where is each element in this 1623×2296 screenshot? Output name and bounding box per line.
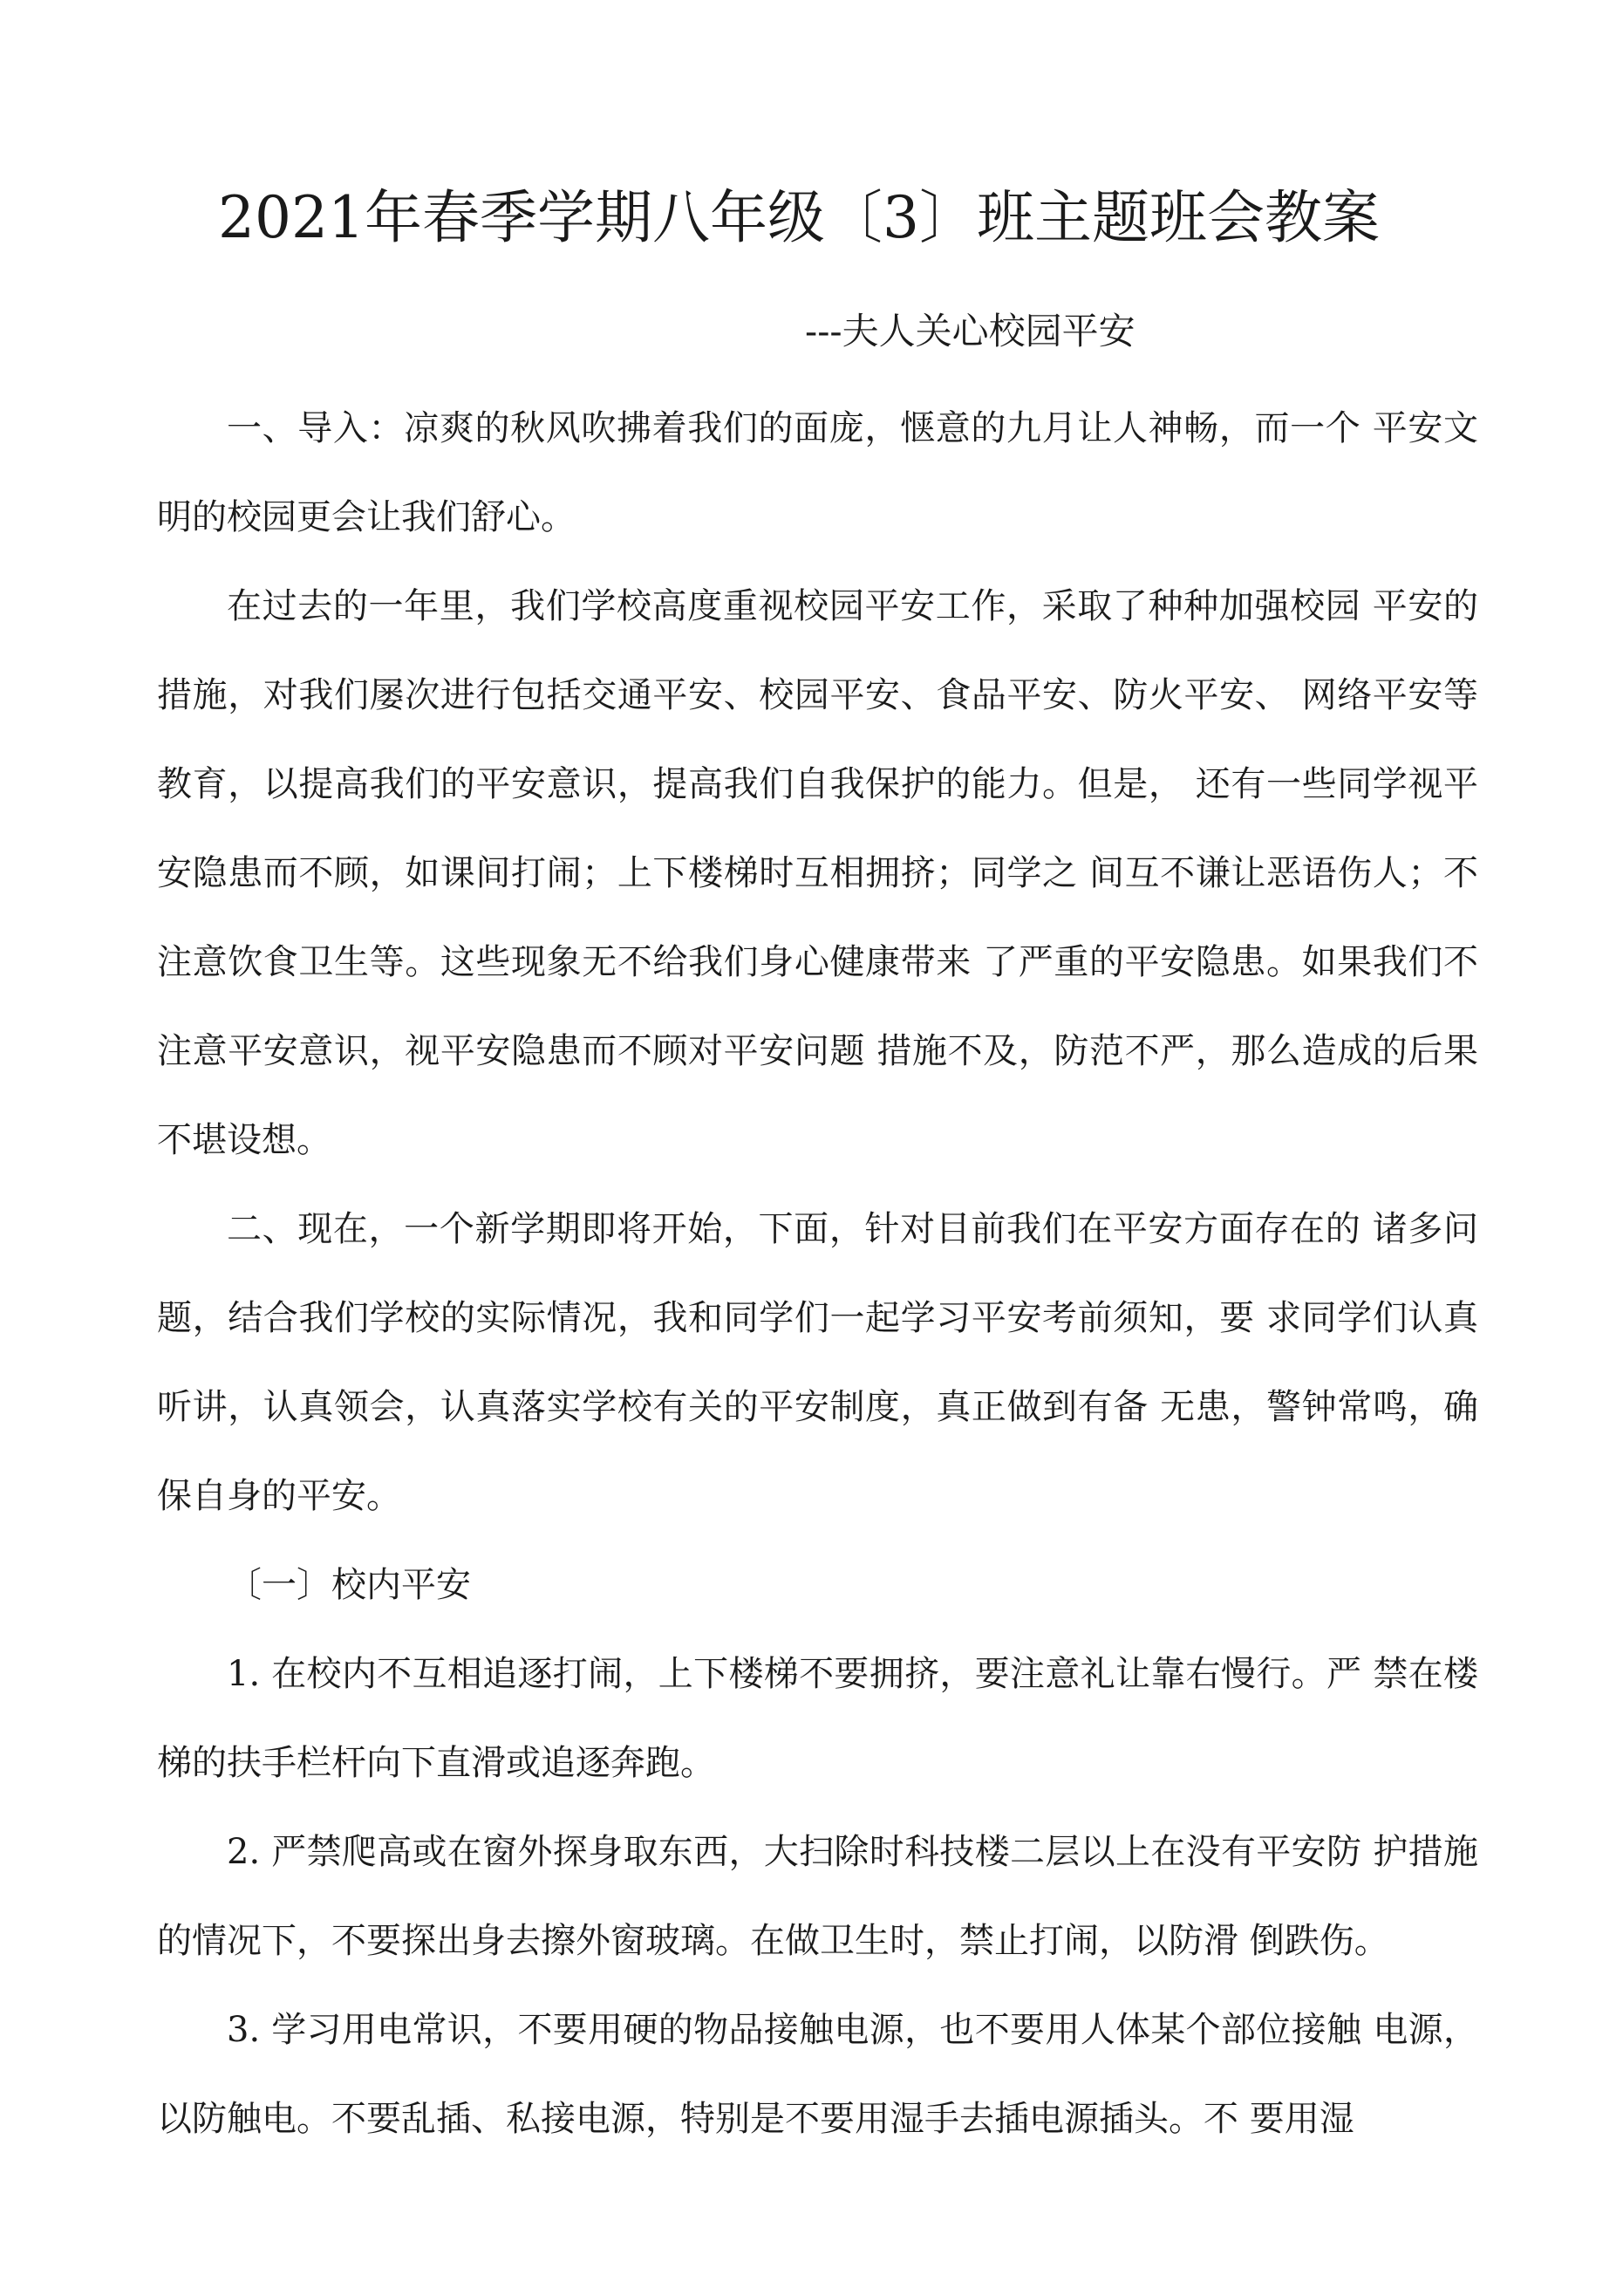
section-heading-campus-safety: 〔一〕校内平安 (227, 1565, 471, 1605)
document-body (157, 384, 1478, 2163)
paragraph-section-two: 二、现在，一个新学期即将开始，下面，针对目前我们在平安方面存在的 诸多问题，结合我们学校的实际情况，我和同学们一起学习平安考前须知，要 求同学们认真听讲，认真领会，认真落实学校有关的平安制度，真正做到有备 无患，警钟常鸣，确保自身的平安。 (157, 1209, 1478, 1516)
document-title: 2021年春季学期八年级〔3〕班主题班会教案 (218, 184, 1380, 251)
paragraph-intro: 一、导入：凉爽的秋风吹拂着我们的面庞，惬意的九月让人神畅，而一个 平安文明的校园更会让我们舒心。 (157, 408, 1478, 537)
paragraph-rule-3: 3. 学习用电常识，不要用硬的物品接触电源，也不要用人体某个部位接触 电源，以防触电。不要乱插、私接电源，特别是不要用湿手去插电源插头。不 要用湿 (157, 2010, 1478, 2139)
document-subtitle: ---夫人关心校园平安 (805, 310, 1135, 352)
paragraph-rule-2: 2. 严禁爬高或在窗外探身取东西，大扫除时科技楼二层以上在没有平安防 护措施的情况下，不要探出身去擦外窗玻璃。在做卫生时，禁止打闹，以防滑 倒跌伤。 (157, 1832, 1478, 1961)
paragraph-rule-1: 1. 在校内不互相追逐打闹，上下楼梯不要拥挤，要注意礼让靠右慢行。严 禁在楼梯的扶手栏杆向下直滑或追逐奔跑。 (157, 1654, 1478, 1783)
paragraph-background: 在过去的一年里，我们学校高度重视校园平安工作，采取了种种加强校园 平安的措施，对我们屡次进行包括交通平安、校园平安、食品平安、防火平安、 网络平安等教育，以提高我们的平安意识，提高我们自我保护的能力。但是， 还有一些同学视平安隐患而不顾，如课间打闹；上下楼梯时互相拥挤；同学之 间互不谦让恶语伤人；不注意饮食卫生等。这些现象无不给我们身心健康带来 了严重的平安隐患。如果我们不注意平安意识，视平安隐患而不顾对平安问题 措施不及，防范不严，那么造成的后果不堪设想。 (157, 586, 1478, 1160)
